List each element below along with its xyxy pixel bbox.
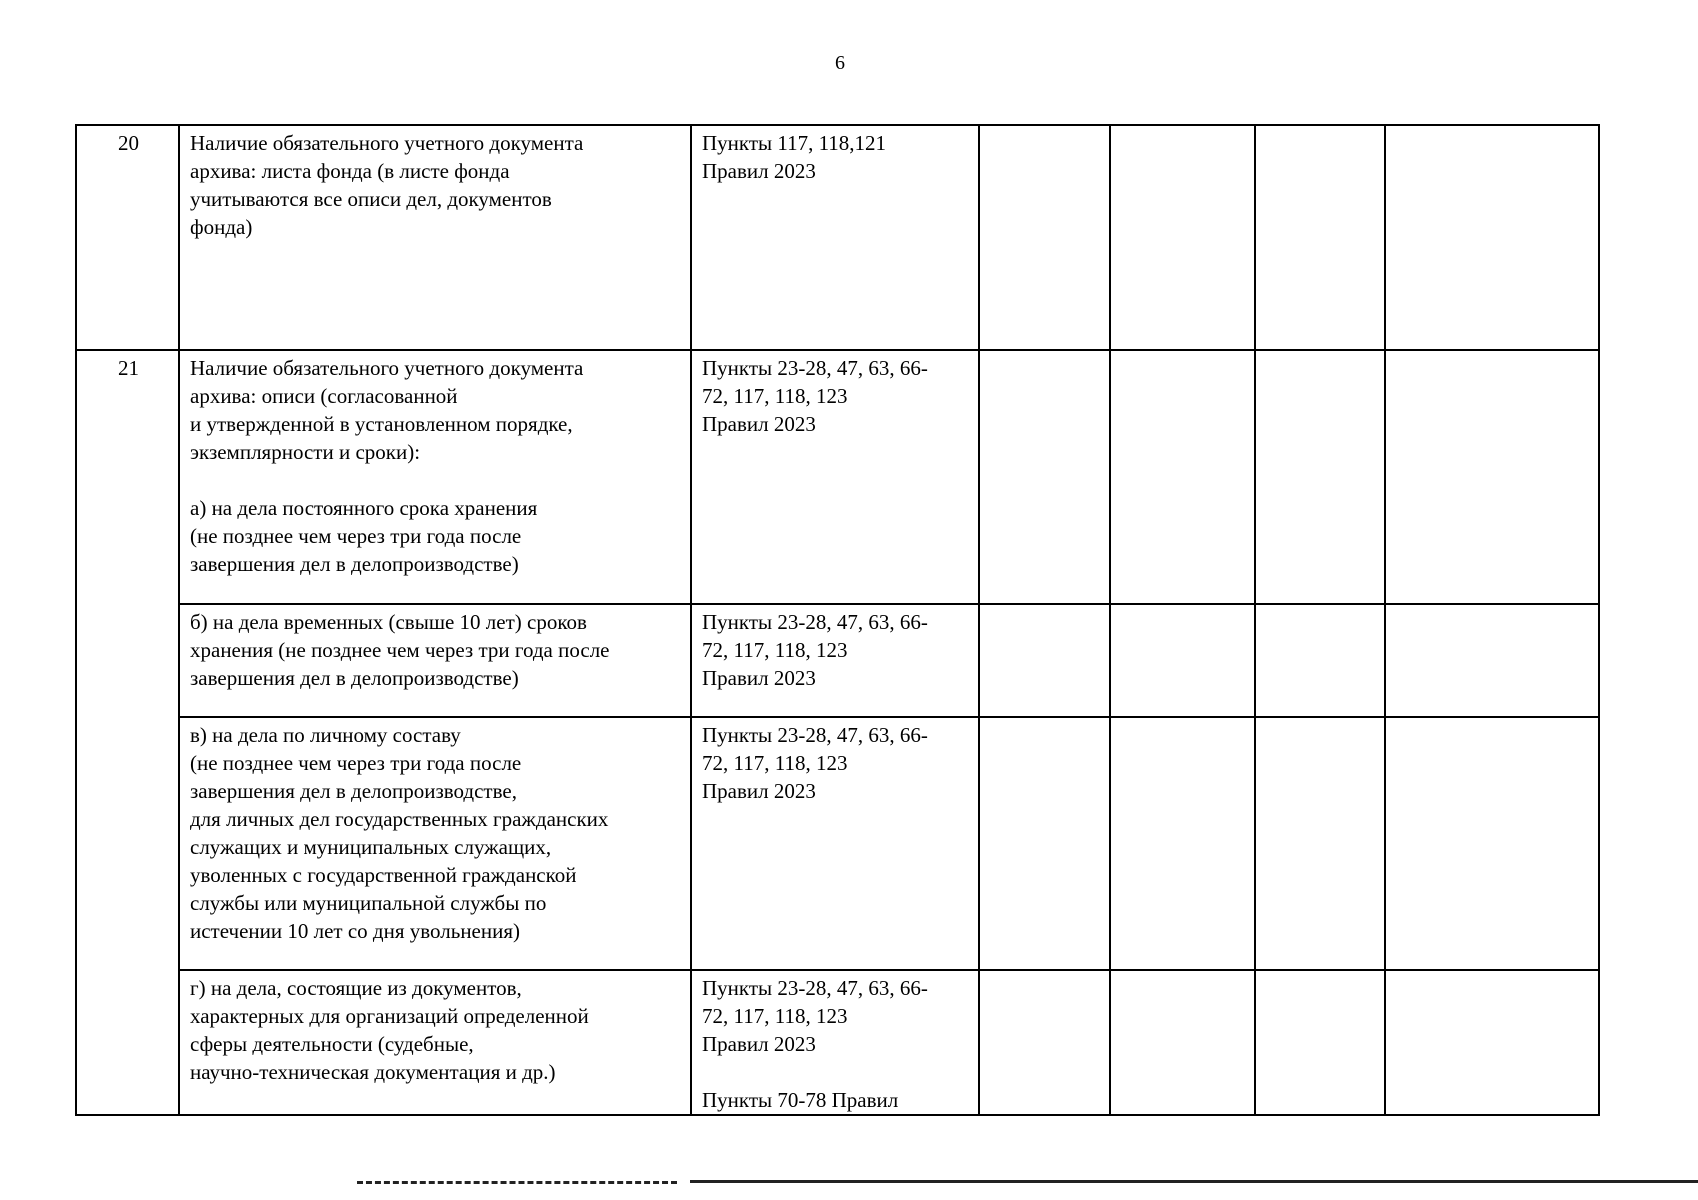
empty-cell <box>979 604 1110 717</box>
empty-cell <box>1110 125 1255 350</box>
empty-cell <box>1385 717 1599 970</box>
empty-cell <box>1255 717 1385 970</box>
requirement-cell: г) на дела, состоящие из документов, характерных для организаций определенной сферы деятельности (судебные, научно-техническая документация и др.) <box>179 970 691 1115</box>
table-row <box>76 604 1599 717</box>
requirement-cell: Наличие обязательного учетного документа архива: листа фонда (в листе фонда учитываются все описи дел, документов фонда) <box>179 125 691 350</box>
requirement-cell: б) на дела временных (свыше 10 лет) сроков хранения (не позднее чем через три года после завершения дел в делопроизводстве) <box>179 604 691 717</box>
row-number: 20 <box>76 125 179 350</box>
empty-cell <box>1110 350 1255 604</box>
requirement-cell: Наличие обязательного учетного документа архива: описи (согласованной и утвержденной в установленном порядке, экземплярности и сроки): а) на дела постоянного срока хранения (не позднее чем через три года после завершения дел в делопроизводстве) <box>179 350 691 604</box>
requirement-cell: в) на дела по личному составу (не позднее чем через три года после завершения дел в делопроизводстве, для личных дел государственных гражданских служащих и муниципальных служащих, уволенных с государственной гражданской службы или муниципальной службы по истечении 10 лет со дня увольнения) <box>179 717 691 970</box>
empty-cell <box>1255 350 1385 604</box>
empty-cell <box>1385 125 1599 350</box>
empty-cell <box>1385 604 1599 717</box>
empty-cell <box>1385 970 1599 1115</box>
empty-cell <box>979 350 1110 604</box>
empty-cell <box>1255 125 1385 350</box>
table-row <box>76 350 1599 604</box>
scan-artifact-line <box>690 1180 1698 1183</box>
empty-cell <box>1110 717 1255 970</box>
empty-cell <box>979 970 1110 1115</box>
checklist-table <box>75 124 1600 1116</box>
table-row <box>76 970 1599 1115</box>
reference-cell: Пункты 23-28, 47, 63, 66- 72, 117, 118, 123 Правил 2023 <box>691 717 979 970</box>
reference-cell: Пункты 23-28, 47, 63, 66- 72, 117, 118, 123 Правил 2023 <box>691 350 979 604</box>
empty-cell <box>1110 604 1255 717</box>
empty-cell <box>979 717 1110 970</box>
empty-cell <box>1255 604 1385 717</box>
reference-cell: Пункты 117, 118,121 Правил 2023 <box>691 125 979 350</box>
scan-artifact-dashed-line <box>357 1181 677 1184</box>
table-row <box>76 125 1599 350</box>
empty-cell <box>1385 350 1599 604</box>
reference-cell: Пункты 23-28, 47, 63, 66- 72, 117, 118, 123 Правил 2023 Пункты 70-78 Правил <box>691 970 979 1115</box>
empty-cell <box>979 125 1110 350</box>
row-number: 21 <box>76 350 179 1115</box>
table-row <box>76 717 1599 970</box>
reference-cell: Пункты 23-28, 47, 63, 66- 72, 117, 118, 123 Правил 2023 <box>691 604 979 717</box>
page-number: 6 <box>835 52 845 74</box>
empty-cell <box>1255 970 1385 1115</box>
empty-cell <box>1110 970 1255 1115</box>
